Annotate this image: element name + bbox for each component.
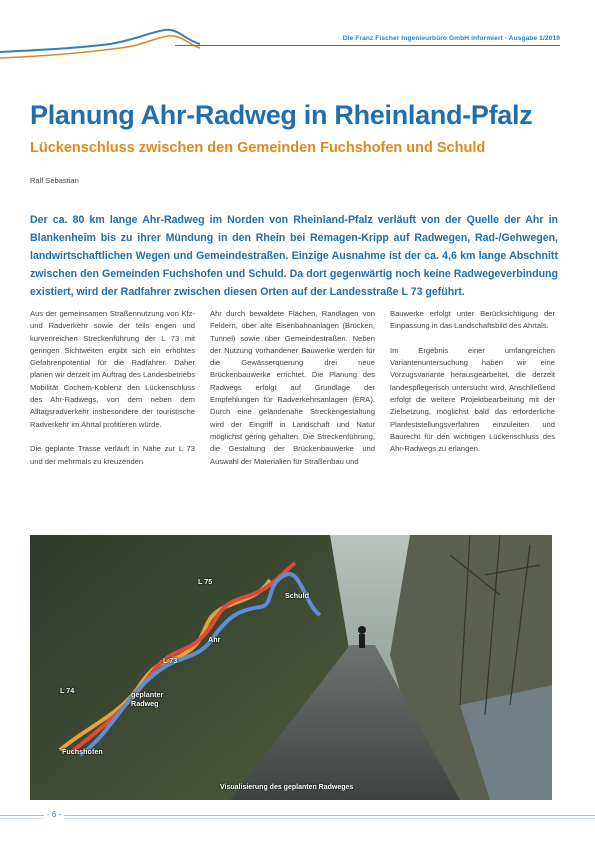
article-lead: Der ca. 80 km lange Ahr-Radweg im Norden von Rheinland-Pfalz verläuft von der Quelle der Ahr in Blankenheim bis zu ihrer Mündung in den Rhein bei Remagen-Kripp auf Radwegen, Rad-/Gehwegen, landwirtschaftlichen Wegen und Gemeindestraßen. Einzige Ausnahme ist der ca. 4,6 km lange Abschnitt zwischen den Gemeinden Fuchshofen und Schuld. Da dort gegenwärtig noch keine Radwegeverbindung existiert, wird der Radfahrer zwischen diesen Orten auf der Landesstraße L 73 geführt.	[30, 214, 558, 298]
header-rule	[175, 45, 560, 46]
footer-rule-secondary	[0, 818, 595, 819]
paragraph: Im Ergebnis einer umfangreichen Variantenuntersuchung haben wir eine Vorzugsvariante herausgearbeitet, die derzeit landespflegerisch untersucht wird. Anschließend erfolgt die weitere Projektbearbeitung mit der Zielsetzung, möglichst bald das erforderliche Planfeststellungsverfahren einzuleiten und Baurecht für den wichtigen Lückenschluss des Ahr-Radwegs zu erlangen.	[390, 345, 555, 454]
label-ahr: Ahr	[208, 635, 221, 644]
label-l73: L 73	[163, 656, 178, 665]
label-fuchshofen: Fuchshofen	[62, 747, 103, 756]
page-number: - 6 -	[44, 810, 64, 819]
text-column-1	[30, 308, 195, 480]
article-title: Planung Ahr-Radweg in Rheinland-Pfalz	[30, 100, 533, 130]
route-visualization-photo	[30, 535, 552, 800]
label-schuld: Schuld	[285, 591, 309, 600]
label-l75: L 75	[198, 577, 213, 586]
header-text: Die Franz Fischer Ingenieurbüro GmbH informiert - Ausgabe 1/2019	[342, 35, 560, 42]
article-author: Ralf Sebastian	[30, 176, 79, 185]
paragraph: Ahr durch bewaldete Flächen, Randlagen von Feldern, über alte Eisenbahnanlagen (Brücken, Tunnel) sowie über Gemeindestraßen. Neben der Nutzung vorhandener Bauwerke werden für die Gewässerquerung drei neue Brückenbauwerke errichtet. Die Planung des Radwegs erfolgt auf Grundlage der Empfehlungen für Radverkehrsanlagen (ERA). Durch eine geländenahe Streckengestaltung wird der Eingriff in Landschaft und Natur möglichst gering gehalten. Die Streckenführung, die Gestaltung der Brückenbauwerke und Auswahl der Materialien für Straßenbau und	[210, 309, 375, 466]
article-subtitle: Lückenschluss zwischen den Gemeinden Fuchshofen und Schuld	[30, 140, 486, 156]
paragraph: Aus der gemeinsamen Straßennutzung von Kfz- und Radverkehr sowie der teils engen und kurvenreichen Streckenführung der L 73 mit geringen Sichtweiten ergibt sich ein erhöhtes Gefahrenpotential für die Radfahrer. Daher planen wir derzeit im Auftrag des Landesbetriebs Mobilität Cochem-Koblenz den Lückenschluss des Ahr-Radwegs, von dem neben dem Alltagsradverkehr insbesondere der touristische Radverkehr im Ahrtal profitieren würde.	[30, 309, 195, 429]
label-l74: L 74	[60, 686, 75, 695]
text-column-2	[210, 308, 375, 480]
footer-rule	[0, 815, 595, 816]
paragraph: Die geplante Trasse verläuft in Nähe zur L 73 und der mehrmals zu kreuzenden	[30, 444, 195, 466]
text-column-3	[390, 308, 555, 468]
paragraph: Bauwerke erfolgt unter Berücksichtigung der Einpassung in das Landschaftsbild des Ahrtals.	[390, 309, 555, 331]
label-planned-bike-path: geplanter Radweg	[131, 690, 164, 708]
company-logo	[0, 22, 200, 62]
figure-caption: Visualisierung des geplanten Radweges	[220, 784, 354, 791]
